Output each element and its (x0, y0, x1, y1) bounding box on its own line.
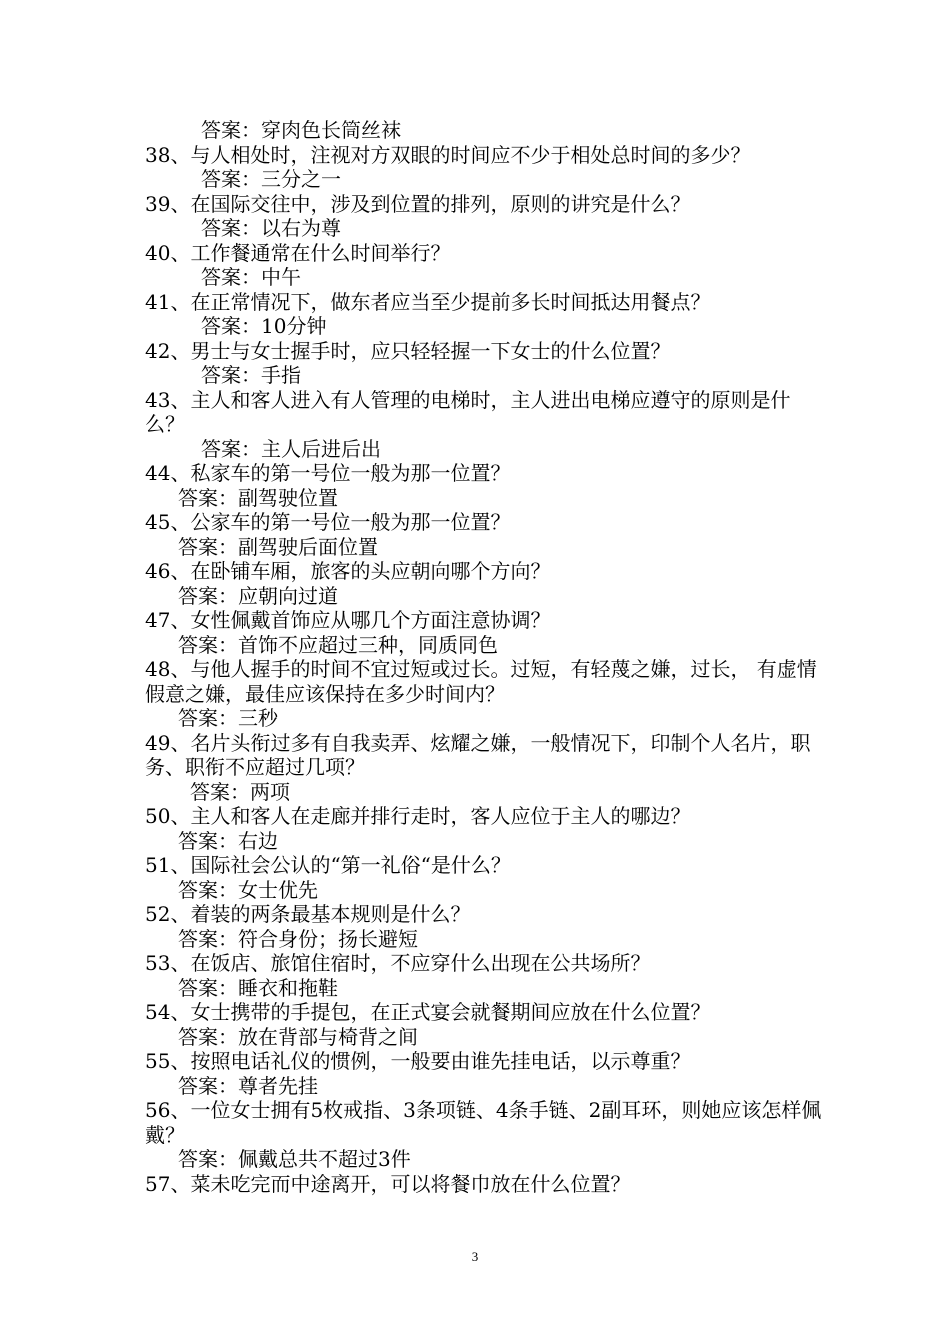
answer-line: 答案：符合身份；扬长避短 (178, 926, 418, 951)
answer-line: 答案：女士优先 (178, 877, 318, 902)
question-line: 46、在卧铺车厢，旅客的头应朝向哪个方向？ (145, 559, 551, 583)
question-line: 54、女士携带的手提包，在正式宴会就餐期间应放在什么位置？ (145, 1000, 711, 1024)
question-line: 48、与他人握手的时间不宜过短或过长。过短，有轻蔑之嫌，过长， 有虚情假意之嫌，最佳应该保持在多少时间内？ (145, 657, 817, 706)
answer-line: 答案：两项 (190, 779, 290, 804)
answer-line: 答案：应朝向过道 (178, 583, 338, 608)
answer-line: 答案：穿肉色长筒丝袜 (201, 118, 401, 142)
question-line: 53、在饭店、旅馆住宿时，不应穿什么出现在公共场所？ (145, 951, 651, 975)
question-line: 49、名片头衔过多有自我卖弄、炫耀之嫌，一般情况下，印制个人名片，职务、职衔不应超过几项？ (145, 730, 811, 779)
question-line: 41、在正常情况下，做东者应当至少提前多长时间抵达用餐点？ (145, 289, 711, 314)
question-line: 40、工作餐通常在什么时间举行？ (145, 240, 451, 265)
question-line: 45、公家车的第一号位一般为那一位置？ (145, 510, 511, 534)
answer-line: 答案：副驾驶位置 (178, 485, 338, 510)
question-line: 43、主人和客人进入有人管理的电梯时，主人进出电梯应遵守的原则是什么？ (145, 387, 791, 436)
answer-line: 答案：三分之一 (201, 167, 341, 191)
answer-line: 答案：手指 (201, 363, 301, 387)
answer-line: 答案：中午 (201, 265, 301, 289)
question-line: 39、在国际交往中，涉及到位置的排列，原则的讲究是什么？ (145, 191, 691, 216)
question-line: 57、菜未吃完而中途离开，可以将餐巾放在什么位置？ (145, 1171, 631, 1196)
answer-line: 答案：副驾驶后面位置 (178, 534, 378, 559)
question-line: 47、女性佩戴首饰应从哪几个方面注意协调？ (145, 608, 551, 632)
page-number: 3 (471, 1249, 479, 1264)
question-line: 38、与人相处时，注视对方双眼的时间应不少于相处总时间的多少？ (145, 142, 751, 167)
answer-line: 答案：右边 (178, 828, 278, 853)
document-body (145, 118, 825, 1196)
answer-line: 答案：放在背部与椅背之间 (178, 1024, 418, 1049)
answer-line: 答案：主人后进后出 (201, 436, 381, 461)
answer-line: 答案：首饰不应超过三种，同质同色 (178, 632, 498, 657)
answer-line: 答案：佩戴总共不超过3件 (178, 1147, 411, 1171)
answer-line: 答案：以右为尊 (201, 216, 341, 240)
question-line: 44、私家车的第一号位一般为那一位置？ (145, 461, 511, 485)
answer-line: 答案：睡衣和拖鞋 (178, 975, 338, 1000)
answer-line: 答案：尊者先挂 (178, 1073, 318, 1098)
question-line: 52、着装的两条最基本规则是什么？ (145, 902, 471, 926)
answer-line: 答案：三秒 (178, 706, 278, 730)
answer-line: 答案：10分钟 (201, 314, 327, 338)
question-line: 50、主人和客人在走廊并排行走时，客人应位于主人的哪边？ (145, 804, 691, 828)
question-line: 55、按照电话礼仪的惯例，一般要由谁先挂电话，以示尊重？ (145, 1049, 691, 1073)
question-line: 51、国际社会公认的“第一礼俗“是什么？ (145, 853, 511, 877)
question-line: 42、男士与女士握手时，应只轻轻握一下女士的什么位置？ (145, 338, 671, 363)
question-line: 56、一位女士拥有5枚戒指、3条项链、4条手链、2副耳环，则她应该怎样佩戴？ (145, 1098, 822, 1147)
